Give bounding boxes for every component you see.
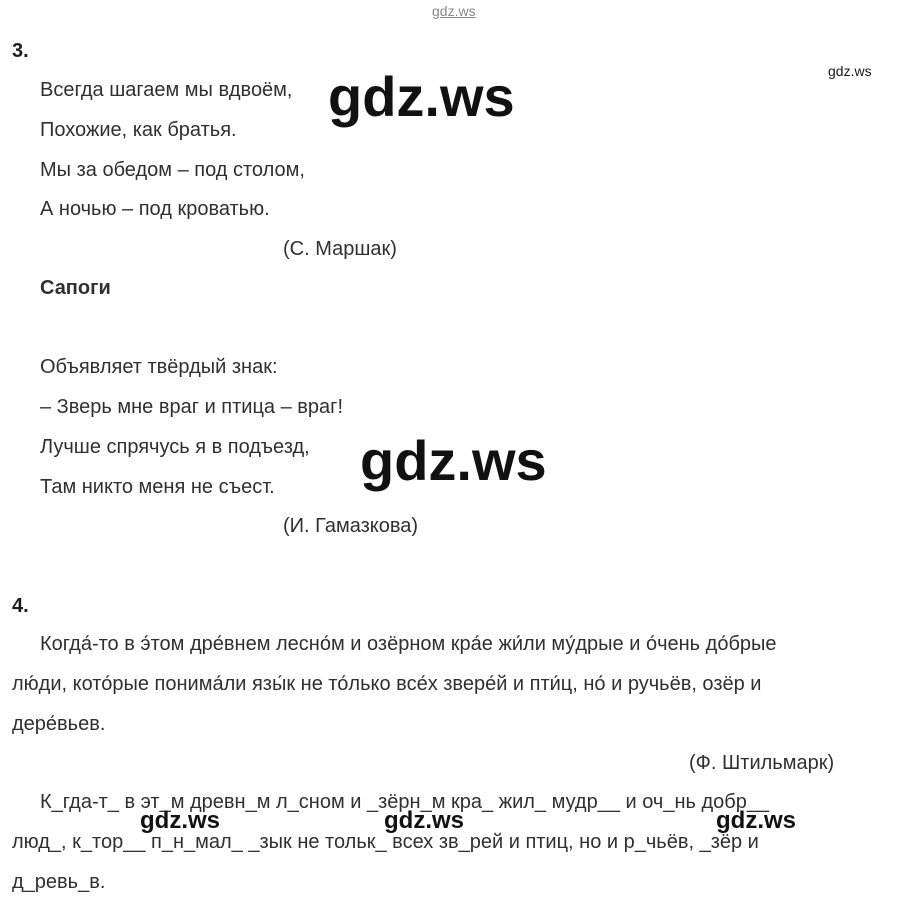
text-line: лю́ди, кото́рые понима́ли язы́к не то́лько все́х звере́й и пти́ц, но́ и ручьёв, озёр и bbox=[12, 673, 762, 695]
text-author: (Ф. Штильмарк) bbox=[689, 752, 835, 774]
riddle-answer: Сапоги bbox=[40, 277, 111, 299]
poem-line: Мы за обедом – под столом, bbox=[40, 159, 305, 181]
poem-line: Похожие, как братья. bbox=[40, 119, 237, 141]
watermark-top: gdz.ws bbox=[432, 3, 476, 19]
exercise-line: люд_, к_тор__ п_н_мал_ _зык не тольк_ всех зв_рей и птиц, но и р_чьёв, _зёр и bbox=[12, 831, 759, 853]
poem-line: Там никто меня не съест. bbox=[40, 476, 275, 498]
poem-author: (И. Гамазкова) bbox=[283, 515, 419, 537]
text-line: дере́вьев. bbox=[12, 713, 106, 735]
watermark-big-1: gdz.ws bbox=[328, 65, 515, 128]
poem-line: А ночью – под кроватью. bbox=[40, 198, 270, 220]
exercise-line: д_ревь_в. bbox=[12, 871, 106, 893]
poem-author: (С. Маршак) bbox=[283, 238, 397, 260]
poem-line: Объявляет твёрдый знак: bbox=[40, 356, 278, 378]
task-3-number: 3. bbox=[12, 40, 29, 62]
poem-line: Лучше спрячусь я в подъезд, bbox=[40, 436, 310, 458]
task-4-number: 4. bbox=[12, 595, 29, 617]
watermark-bottom-3: gdz.ws bbox=[716, 807, 797, 834]
watermark-bottom-2: gdz.ws bbox=[384, 807, 465, 834]
watermark-right: gdz.ws bbox=[828, 63, 872, 79]
watermark-bottom-1: gdz.ws bbox=[140, 807, 221, 834]
poem-line: – Зверь мне враг и птица – враг! bbox=[40, 396, 344, 418]
text-line: Когда́-то в э́том дре́внем лесно́м и озёрном кра́е жи́ли му́дрые и о́чень до́брые bbox=[40, 633, 777, 655]
poem-line: Всегда шагаем мы вдвоём, bbox=[40, 79, 293, 101]
watermark-big-2: gdz.ws bbox=[360, 429, 547, 492]
exercise-line: К_гда-т_ в эт_м древн_м л_сном и _зёрн_м кра_ жил_ мудр__ и оч_нь добр__ bbox=[40, 791, 770, 813]
